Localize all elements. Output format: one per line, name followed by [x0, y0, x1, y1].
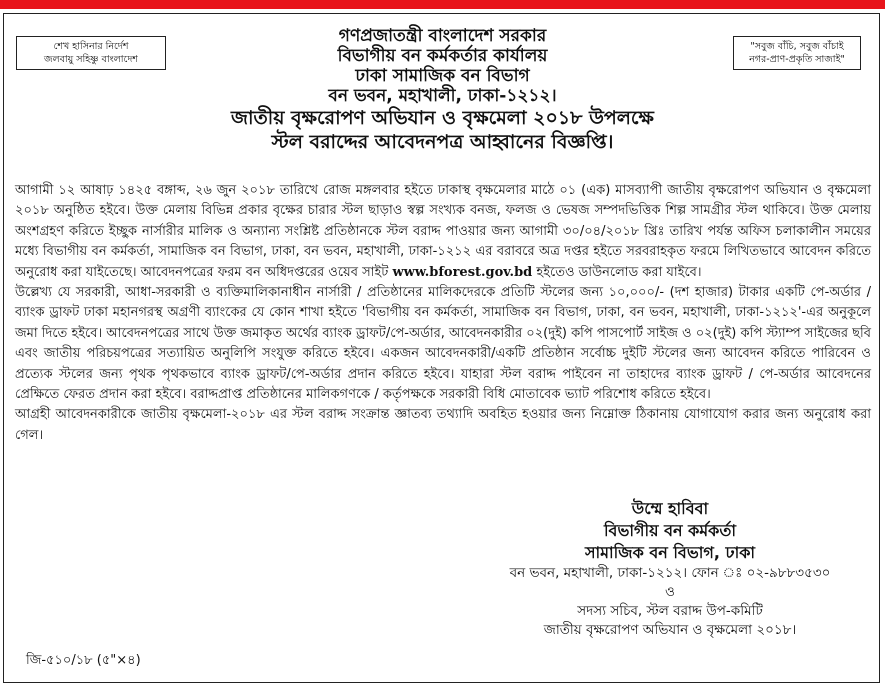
- office-name: বিভাগীয় বন কর্মকর্তার কার্যালয়: [337, 46, 548, 66]
- division-name: ঢাকা সামাজিক বন বিভাগ: [355, 66, 530, 86]
- notice-header: [170, 26, 715, 154]
- signatory-address-phone: বন ভবন, মহাখালী, ঢাকা-১২১২। ফোন ঃ ০২-৯৮৮৩৫৩০: [509, 565, 831, 581]
- slogan-left-line1: শেখ হাসিনার নির্দেশ: [53, 41, 129, 52]
- signature-block: [470, 498, 870, 640]
- signatory-name: উম্মে হাবিবা: [631, 499, 709, 518]
- signatory-designation: বিভাগীয় বন কর্মকর্তা: [603, 521, 737, 540]
- paragraph-payment-rules: উল্লেখ্য যে সরকারী, আধা-সরকারী ও ব্যক্তিমালিকানাধীন নার্সারী / প্রতিষ্ঠানের মালিকদেরকে প্রতিটি স্টলের জন্য ১০,০০০/- (দশ হাজার) টাকার একটি পে-অর্ডার / ব্যাংক ড্রাফট ঢাকা মহানগরস্থ অগ্রণী ব্যাংকের যে কোন শাখা হইতে 'বিভাগীয় বন কর্মকর্তা, সামাজিক বন বিভাগ, ঢাকা, বন ভবন, মহাখালী, ঢাকা-১২১২'-এর অনুকূলে জমা দিতে হইবে। আবেদনপত্রের সাথে উক্ত জমাকৃত অর্থের ব্যাংক ড্রাফট/পে-অর্ডার, আবেদনকারীর ০২(দুই) কপি পাসপোর্ট সাইজ ও ০২(দুই) কপি স্ট্যাম্প সাইজের ছবি এবং জাতীয় পরিচয়পত্রের সত্যায়িত অনুলিপি সংযুক্ত করিতে হইবে। একজন আবেদনকারী/একটি প্রতিষ্ঠান সর্বোচ্চ দুইটি স্টলের জন্য আবেদন করিতে পারিবেন ও প্রত্যেক স্টলের জন্য পৃথক পৃথকভাবে ব্যাংক ড্রাফট/পে-অর্ডার প্রদান করিতে হইবে। যাহারা স্টল বরাদ্দ পাইবেন না তাহাদের ব্যাংক ড্রাফট / পে-অর্ডার আবেদনের প্রেক্ষিতে ফেরত প্রদান করা হইবে। বরাদ্দপ্রাপ্ত প্রতিষ্ঠানের মালিকগণকে / কর্তৃপক্ষকে সরকারী বিধি মোতাবেক ভ্যাট পরিশোধ করিতে হইবে।: [15, 285, 871, 403]
- notice-title-line2: স্টল বরাদ্দের আবেদনপত্র আহ্বানের বিজ্ঞপ্তি।: [271, 131, 614, 153]
- office-address: বন ভবন, মহাখালী, ঢাকা-১২১২।: [328, 86, 557, 106]
- slogan-box-left: [16, 36, 166, 70]
- signatory-division: সামাজিক বন বিভাগ, ঢাকা: [584, 543, 756, 562]
- website-link[interactable]: www.bforest.gov.bd: [392, 264, 533, 280]
- notice-body: [15, 181, 871, 446]
- committee-name: জাতীয় বৃক্ষরোপণ অভিযান ও বৃক্ষমেলা ২০১৮।: [543, 622, 797, 638]
- announcement-text-end: হইতেও ডাউনলোড করা যাইবে।: [532, 264, 702, 280]
- slogan-left-line2: জলবায়ু সহিষ্ণু বাংলাদেশ: [44, 54, 138, 65]
- conjunction-and: ও: [665, 584, 675, 600]
- top-red-bar: [0, 0, 885, 9]
- slogan-right-line2: নগর-প্রাণ-প্রকৃতি সাজাই": [749, 54, 845, 65]
- ad-code: জি-৫১০/১৮ (৫"×৪): [26, 653, 141, 668]
- paragraph-contact-request: আগ্রহী আবেদনকারীকে জাতীয় বৃক্ষমেলা-২০১৮ এর স্টল বরাদ্দ সংক্রান্ত জ্ঞাতব্য তথ্যাদি অবহিত হওয়ার জন্য নিম্নোক্ত ঠিকানায় যোগাযোগ করার জন্য অনুরোধ করা গেল।: [15, 407, 871, 443]
- signatory-role: সদস্য সচিব, স্টল বরাদ্দ উপ-কমিটি: [577, 603, 763, 619]
- slogan-box-right: [733, 36, 861, 70]
- notice-title-line1: জাতীয় বৃক্ষরোপণ অভিযান ও বৃক্ষমেলা ২০১৮ উপলক্ষে: [231, 107, 654, 129]
- slogan-right-line1: "সবুজ বাঁচি, সবুজ বাঁচাই: [750, 41, 844, 52]
- paragraph-announcement: [15, 181, 871, 283]
- announcement-text: আগামী ১২ আষাঢ় ১৪২৫ বঙ্গাব্দ, ২৬ জুন ২০১৮ তারিখে রোজ মঙ্গলবার হইতে ঢাকাস্থ বৃক্ষমেলার মাঠে ০১ (এক) মাসব্যাপী জাতীয় বৃক্ষরোপণ অভিযান ও বৃক্ষমেলা ২০১৮ অনুষ্ঠিত হইবে। উক্ত মেলায় বিভিন্ন প্রকার বৃক্ষের চারার স্টল ছাড়াও স্বল্প সংখ্যক বনজ, ফলজ ও ভেষজ সম্পদভিত্তিক শিল্প সামগ্রীর স্টল থাকিবে। উক্ত মেলায় অংশগ্রহণ করিতে ইচ্ছুক নার্সারীর মালিক ও অন্যান্য সংশ্লিষ্ট প্রতিষ্ঠানকে স্টল বরাদ্দ পাওয়ার জন্য আগামী ৩০/০৪/২০১৮ খ্রিঃ তারিখ পর্যন্ত অফিস চলাকালীন সময়ের মধ্যে বিভাগীয় বন কর্মকর্তা, সামাজিক বন বিভাগ, ঢাকা, বন ভবন, মহাখালী, ঢাকা-১২১২ এর বরাবরে অত্র দপ্তর হইতে সরবরাহকৃত ফরমে লিখিতভাবে আবেদন করিতে অনুরোধ করা যাইতেছে। আবেদনপত্রের ফরম বন অধিদপ্তরের ওয়েব সাইট: [15, 183, 871, 280]
- government-name: গণপ্রজাতন্ত্রী বাংলাদেশ সরকার: [338, 26, 547, 46]
